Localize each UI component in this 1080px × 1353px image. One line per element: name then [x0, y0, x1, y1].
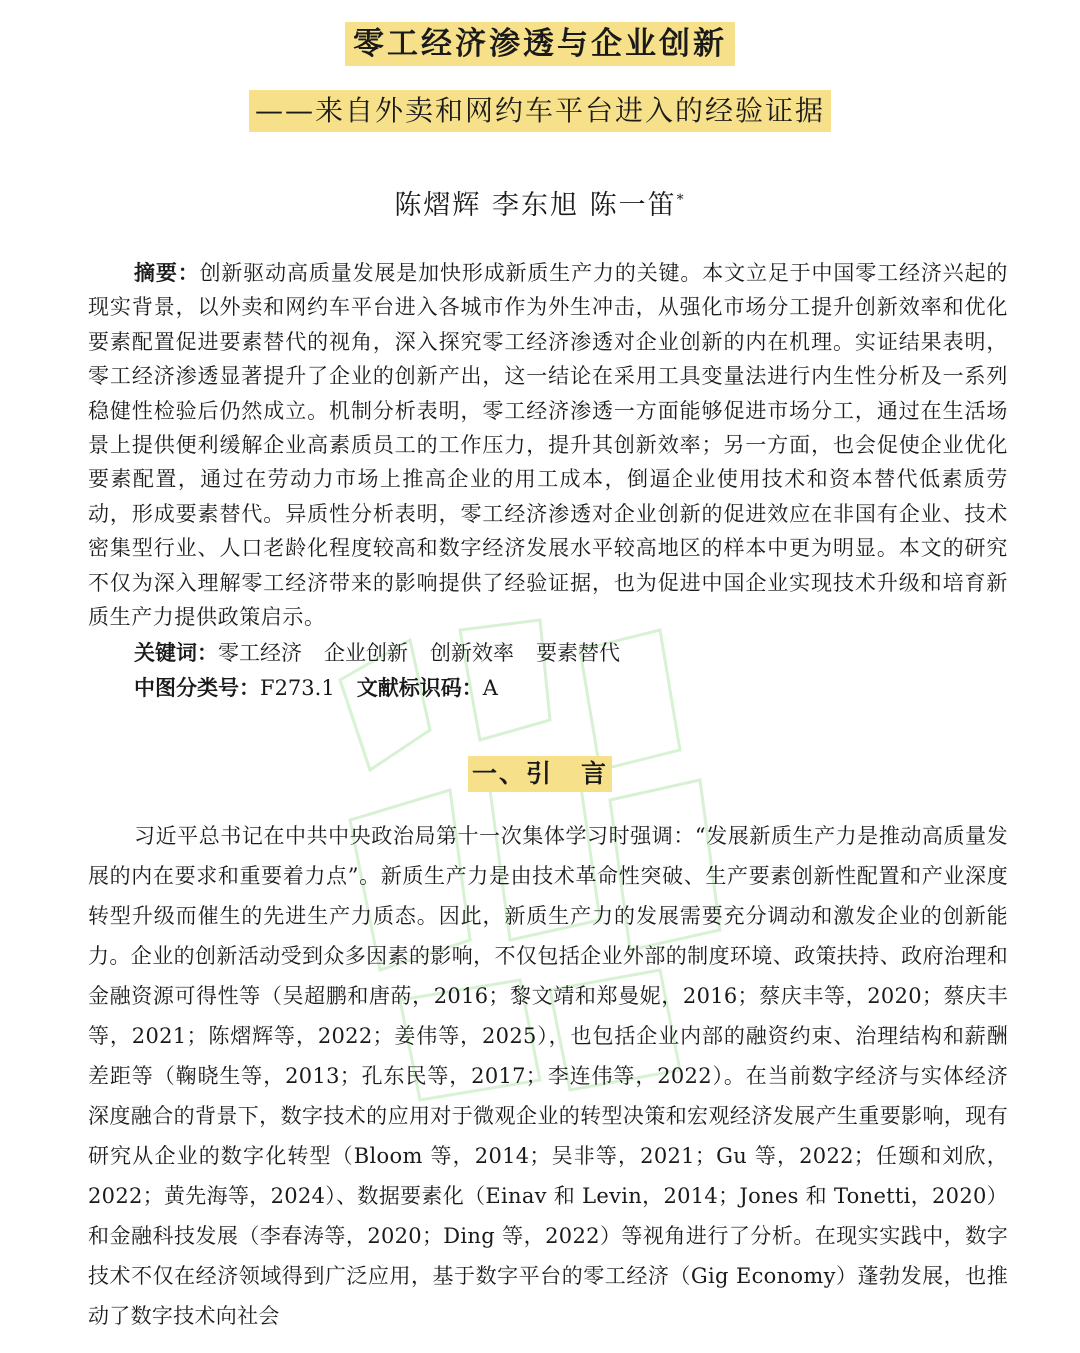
- doc-code-label: 文献标识码：: [356, 676, 483, 700]
- abstract-paragraph: [88, 256, 1008, 634]
- section-number: 一、引: [471, 759, 553, 788]
- keywords-label: 关键词：: [134, 641, 218, 665]
- clc-label: 中图分类号：: [134, 676, 260, 700]
- paper-title: 零工经济渗透与企业创新: [345, 22, 735, 66]
- keyword: 要素替代: [536, 641, 620, 665]
- abstract-text: 创新驱动高质量发展是加快形成新质生产力的关键。本文立足于中国零工经济兴起的现实背景，以外卖和网约车平台进入各城市作为外生冲击，从强化市场分工提升创新效率和优化要素配置促进要素替代的视角，深入探究零工经济渗透对企业创新的内在机理。实证结果表明，零工经济渗透显著提升了企业的创新产出，这一结论在采用工具变量法进行内生性分析及一系列稳健性检验后仍然成立。机制分析表明，零工经济渗透一方面能够促进市场分工，通过在生活场景上提供便利缓解企业高素质员工的工作压力，提升其创新效率；另一方面，也会促使企业优化要素配置，通过在劳动力市场上推高企业的用工成本，倒逼企业使用技术和资本替代低素质劳动，形成要素替代。异质性分析表明，零工经济渗透对企业创新的促进效应在非国有企业、技术密集型行业、人口老龄化程度较高和数字经济发展水平较高地区的样本中更为明显。本文的研究不仅为深入理解零工经济带来的影响提供了经验证据，也为促进中国企业实现技术升级和培育新质生产力提供政策启示。: [88, 261, 1008, 630]
- classification-line: [134, 671, 498, 705]
- keyword: 零工经济: [218, 641, 302, 665]
- subtitle-container: [0, 90, 1080, 132]
- paper-subtitle: ——来自外卖和网约车平台进入的经验证据: [249, 90, 831, 132]
- authors-line: [0, 180, 1080, 226]
- author-names: 陈熠辉 李东旭 陈一笛: [394, 190, 677, 221]
- keyword: 企业创新: [324, 641, 408, 665]
- section-heading: [468, 756, 612, 792]
- section-word: 言: [581, 759, 609, 788]
- doc-code-value: A: [482, 676, 498, 700]
- keywords-line: [134, 636, 620, 670]
- keyword: 创新效率: [430, 641, 514, 665]
- author-footnote-mark: *: [676, 192, 686, 208]
- section-heading-container: [0, 756, 1080, 792]
- intro-paragraph: 习近平总书记在中共中央政治局第十一次集体学习时强调：“发展新质生产力是推动高质量发展的内在要求和重要着力点”。新质生产力是由技术革命性突破、生产要素创新性配置和产业深度转型升级而催生的先进生产力质态。因此，新质生产力的发展需要充分调动和激发企业的创新能力。企业的创新活动受到众多因素的影响，不仅包括企业外部的制度环境、政策扶持、政府治理和金融资源可得性等（吴超鹏和唐菂，2016；黎文靖和郑曼妮，2016；蔡庆丰等，2020；蔡庆丰等，2021；陈熠辉等，2022；姜伟等，2025），也包括企业内部的融资约束、治理结构和薪酬差距等（鞠晓生等，2013；孔东民等，2017；李连伟等，2022）。在当前数字经济与实体经济深度融合的背景下，数字技术的应用对于微观企业的转型决策和宏观经济发展产生重要影响，现有研究从企业的数字化转型（Bloom 等，2014；吴非等，2021；Gu 等，2022；任颋和刘欣，2022；黄先海等，2024）、数据要素化（Einav 和 Levin，2014；Jones 和 Tonetti，2020）和金融科技发展（李春涛等，2020；Ding 等，2022）等视角进行了分析。在现实实践中，数字技术不仅在经济领域得到广泛应用，基于数字平台的零工经济（Gig Economy）蓬勃发展，也推动了数字技术向社会: [88, 824, 1008, 1328]
- abstract-label: 摘要：: [134, 261, 200, 285]
- clc-value: F273.1: [260, 676, 335, 700]
- title-container: [0, 22, 1080, 66]
